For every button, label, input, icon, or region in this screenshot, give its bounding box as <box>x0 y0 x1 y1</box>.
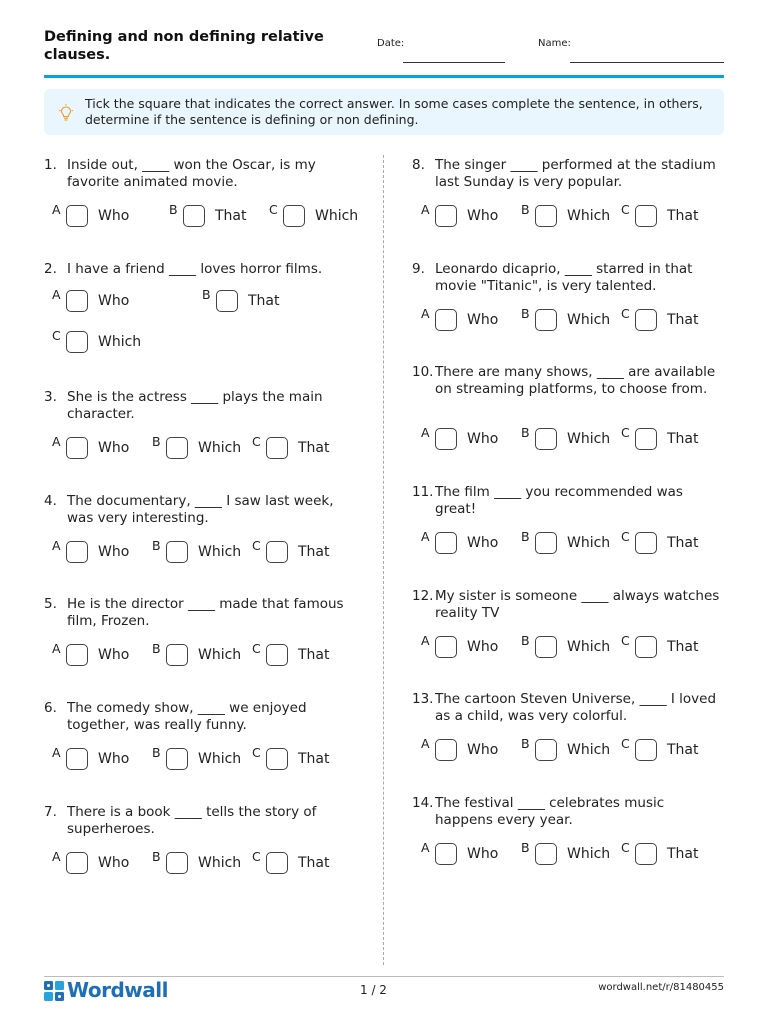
option-label: That <box>298 751 330 767</box>
option-letter: C <box>252 641 261 656</box>
option-label: Which <box>198 440 242 456</box>
option-letter: A <box>52 745 61 760</box>
option-letter: C <box>269 202 278 217</box>
option-letter: B <box>521 529 530 544</box>
option-label: That <box>667 312 699 328</box>
page-number: 1 / 2 <box>360 983 387 997</box>
question-text: My sister is someone ____ always watches reality TV <box>435 588 720 621</box>
option-label: Which <box>198 751 242 767</box>
option-letter: B <box>521 736 530 751</box>
option-label: That <box>667 742 699 758</box>
answer-checkbox[interactable] <box>535 532 557 554</box>
option-label: That <box>298 544 330 560</box>
option-letter: A <box>52 538 61 553</box>
question-text: There is a book ____ tells the story of superheroes. <box>67 804 317 837</box>
option-label: Which <box>198 647 242 663</box>
option-letter: B <box>202 287 211 302</box>
answer-checkbox[interactable] <box>66 437 88 459</box>
instructions-text: Tick the square that indicates the correct answer. In some cases complete the sentence, in others, determine if the sentence is defining or non defining. <box>85 96 703 127</box>
option-label: Who <box>98 855 130 871</box>
answer-checkbox[interactable] <box>435 636 457 658</box>
answer-checkbox[interactable] <box>635 428 657 450</box>
option-label: Who <box>98 208 130 224</box>
option-letter: A <box>421 840 430 855</box>
option-letter: C <box>621 633 630 648</box>
question-text: Inside out, ____ won the Oscar, is my favorite animated movie. <box>67 157 316 190</box>
option-letter: B <box>152 745 161 760</box>
question-number: 13. <box>412 691 434 707</box>
question-text: There are many shows, ____ are available on streaming platforms, to choose from. <box>435 364 716 397</box>
footer-divider <box>44 976 724 977</box>
answer-checkbox[interactable] <box>635 205 657 227</box>
answer-checkbox[interactable] <box>635 309 657 331</box>
option-label: Who <box>467 208 499 224</box>
answer-checkbox[interactable] <box>635 636 657 658</box>
option-letter: A <box>52 849 61 864</box>
option-letter: A <box>421 202 430 217</box>
option-label: That <box>215 208 247 224</box>
option-label: That <box>667 846 699 862</box>
option-label: Who <box>467 431 499 447</box>
answer-checkbox[interactable] <box>435 532 457 554</box>
option-label: Which <box>567 846 611 862</box>
answer-checkbox[interactable] <box>635 532 657 554</box>
question-text: Leonardo dicaprio, ____ starred in that movie "Titanic", is very talented. <box>435 261 693 294</box>
option-label: Who <box>98 293 130 309</box>
option-letter: C <box>621 306 630 321</box>
option-letter: C <box>621 202 630 217</box>
option-letter: C <box>621 529 630 544</box>
answer-checkbox[interactable] <box>266 748 288 770</box>
option-label: Who <box>467 846 499 862</box>
option-letter: B <box>521 840 530 855</box>
option-label: Who <box>467 742 499 758</box>
option-letter: C <box>252 538 261 553</box>
option-letter: B <box>152 849 161 864</box>
option-label: Which <box>198 544 242 560</box>
question-text: He is the director ____ made that famous film, Frozen. <box>67 596 344 629</box>
wordwall-logo-icon <box>44 981 64 1001</box>
answer-checkbox[interactable] <box>66 748 88 770</box>
question-text: The comedy show, ____ we enjoyed together, was really funny. <box>67 700 307 733</box>
option-label: Which <box>567 535 611 551</box>
option-label: Which <box>567 431 611 447</box>
name-field[interactable] <box>570 62 724 63</box>
option-label: That <box>667 431 699 447</box>
question-text: I have a friend ____ loves horror films. <box>67 261 323 277</box>
question-number: 6. <box>44 700 57 716</box>
option-label: That <box>667 639 699 655</box>
option-letter: B <box>152 434 161 449</box>
option-letter: B <box>521 306 530 321</box>
answer-checkbox[interactable] <box>66 290 88 312</box>
question-text: The cartoon Steven Universe, ____ I loved as a child, was very colorful. <box>435 691 717 724</box>
worksheet-title: Defining and non defining relative clauses. <box>44 29 324 63</box>
option-letter: C <box>621 425 630 440</box>
answer-checkbox[interactable] <box>535 636 557 658</box>
date-field[interactable] <box>403 62 505 63</box>
answer-checkbox[interactable] <box>166 644 188 666</box>
question-number: 3. <box>44 389 57 405</box>
option-letter: A <box>52 202 61 217</box>
answer-checkbox[interactable] <box>435 739 457 761</box>
answer-checkbox[interactable] <box>66 331 88 353</box>
question-text: The festival ____ celebrates music happens every year. <box>435 795 665 828</box>
answer-checkbox[interactable] <box>266 541 288 563</box>
answer-checkbox[interactable] <box>66 852 88 874</box>
option-label: Who <box>98 440 130 456</box>
option-letter: A <box>421 633 430 648</box>
option-letter: C <box>621 840 630 855</box>
worksheet-header <box>44 28 724 76</box>
option-label: Which <box>98 334 142 350</box>
option-label: Which <box>567 639 611 655</box>
question-number: 4. <box>44 493 57 509</box>
option-letter: A <box>421 306 430 321</box>
option-letter: A <box>421 425 430 440</box>
question-text: The film ____ you recommended was great! <box>435 484 683 517</box>
answer-checkbox[interactable] <box>166 541 188 563</box>
answer-checkbox[interactable] <box>266 644 288 666</box>
lightbulb-icon <box>58 104 74 122</box>
header-divider <box>44 75 724 78</box>
option-label: That <box>298 647 330 663</box>
option-label: That <box>298 440 330 456</box>
option-label: That <box>667 535 699 551</box>
option-letter: B <box>521 202 530 217</box>
question-number: 7. <box>44 804 57 820</box>
option-letter: B <box>152 641 161 656</box>
answer-checkbox[interactable] <box>66 644 88 666</box>
answer-checkbox[interactable] <box>183 205 205 227</box>
date-label: Date: <box>377 38 405 49</box>
option-letter: B <box>169 202 178 217</box>
option-label: Who <box>467 639 499 655</box>
answer-checkbox[interactable] <box>216 290 238 312</box>
question-number: 5. <box>44 596 57 612</box>
option-label: That <box>248 293 280 309</box>
answer-checkbox[interactable] <box>535 309 557 331</box>
answer-checkbox[interactable] <box>535 843 557 865</box>
option-letter: C <box>252 745 261 760</box>
answer-checkbox[interactable] <box>266 852 288 874</box>
answer-checkbox[interactable] <box>535 428 557 450</box>
question-text: She is the actress ____ plays the main character. <box>67 389 323 422</box>
answer-checkbox[interactable] <box>166 852 188 874</box>
option-letter: B <box>521 633 530 648</box>
option-label: Which <box>198 855 242 871</box>
question-number: 10. <box>412 364 434 380</box>
option-letter: A <box>52 287 61 302</box>
answer-checkbox[interactable] <box>435 843 457 865</box>
question-number: 1. <box>44 157 57 173</box>
answer-checkbox[interactable] <box>66 541 88 563</box>
option-letter: A <box>421 736 430 751</box>
wordwall-logo-text: Wordwall <box>67 978 168 1002</box>
option-label: Who <box>98 647 130 663</box>
answer-checkbox[interactable] <box>635 843 657 865</box>
answer-checkbox[interactable] <box>435 205 457 227</box>
option-letter: C <box>621 736 630 751</box>
answer-checkbox[interactable] <box>66 205 88 227</box>
question-text: The singer ____ performed at the stadium last Sunday is very popular. <box>435 157 716 190</box>
option-label: That <box>667 208 699 224</box>
question-number: 11. <box>412 484 434 500</box>
column-divider <box>383 155 384 965</box>
option-letter: A <box>421 529 430 544</box>
option-letter: B <box>521 425 530 440</box>
answer-checkbox[interactable] <box>435 309 457 331</box>
option-letter: A <box>52 641 61 656</box>
answer-checkbox[interactable] <box>266 437 288 459</box>
question-number: 8. <box>412 157 425 173</box>
instructions-box <box>44 89 724 135</box>
option-label: Which <box>567 312 611 328</box>
option-letter: C <box>252 849 261 864</box>
option-letter: C <box>252 434 261 449</box>
answer-checkbox[interactable] <box>635 739 657 761</box>
answer-checkbox[interactable] <box>283 205 305 227</box>
option-letter: A <box>52 434 61 449</box>
question-text: The documentary, ____ I saw last week, was very interesting. <box>67 493 334 526</box>
question-number: 9. <box>412 261 425 277</box>
answer-checkbox[interactable] <box>435 428 457 450</box>
answer-checkbox[interactable] <box>535 739 557 761</box>
option-letter: B <box>152 538 161 553</box>
question-number: 12. <box>412 588 434 604</box>
question-number: 14. <box>412 795 434 811</box>
answer-checkbox[interactable] <box>535 205 557 227</box>
option-label: Who <box>467 535 499 551</box>
option-label: Who <box>98 751 130 767</box>
option-label: Which <box>567 742 611 758</box>
footer-url[interactable]: wordwall.net/r/81480455 <box>598 982 724 993</box>
answer-checkbox[interactable] <box>166 437 188 459</box>
name-label: Name: <box>538 38 571 49</box>
option-label: That <box>298 855 330 871</box>
option-label: Which <box>315 208 359 224</box>
option-letter: C <box>52 328 61 343</box>
option-label: Which <box>567 208 611 224</box>
option-label: Who <box>98 544 130 560</box>
option-label: Who <box>467 312 499 328</box>
answer-checkbox[interactable] <box>166 748 188 770</box>
question-number: 2. <box>44 261 57 277</box>
